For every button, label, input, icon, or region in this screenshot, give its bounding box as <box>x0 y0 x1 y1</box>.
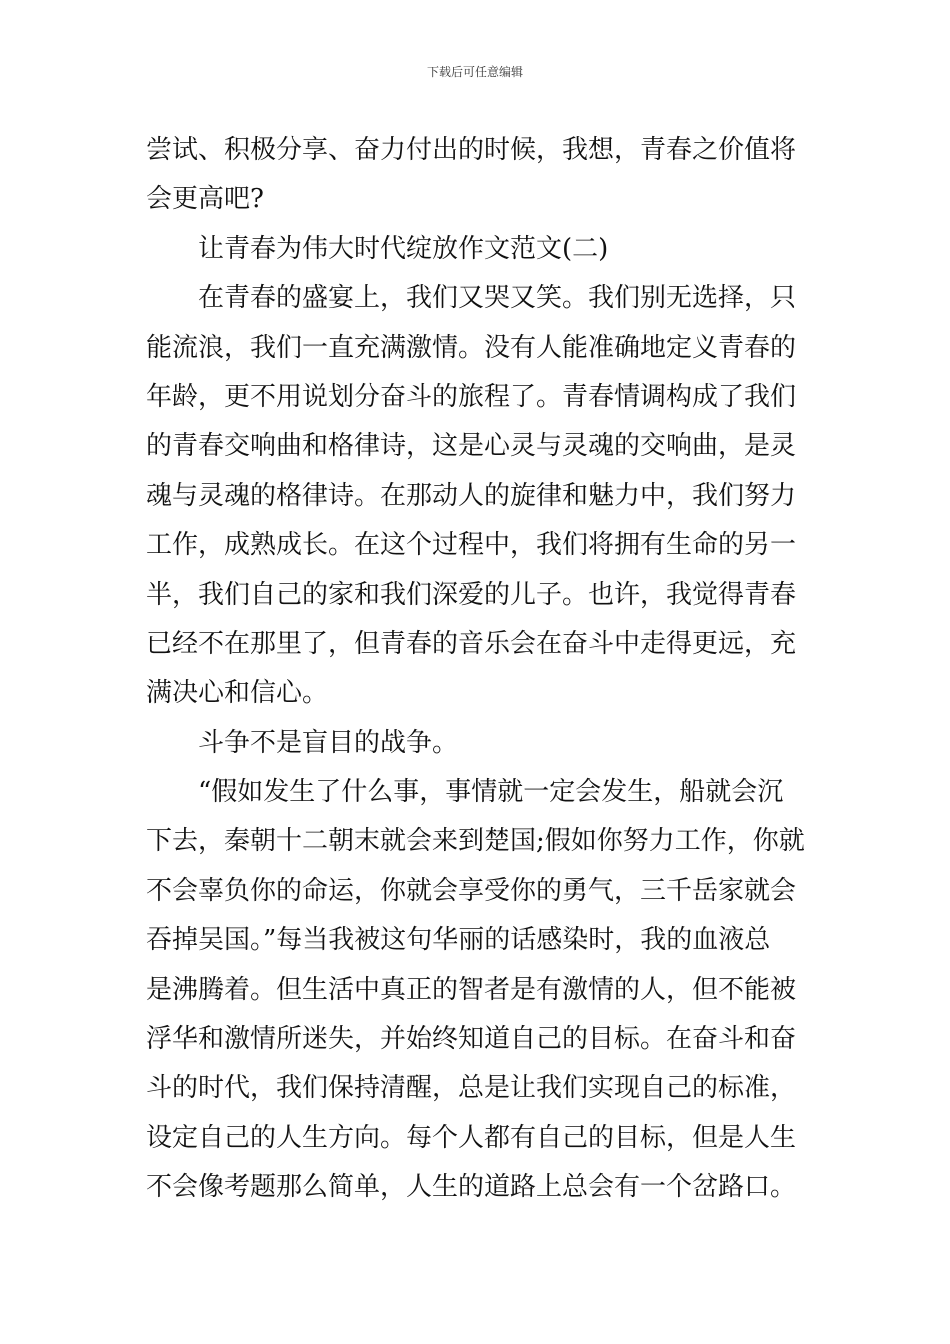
text-line: 工作，成熟成长。在这个过程中，我们将拥有生命的另一 <box>146 530 797 561</box>
text-line: 斗的时代，我们保持清醒，总是让我们实现自己的标准， <box>146 1073 797 1104</box>
text-line: 会更高吧? <box>146 184 264 215</box>
text-line: 吞掉吴国。”每当我被这句华丽的话感染时，我的血液总 <box>146 925 771 956</box>
text-line: 斗争不是盲目的战争。 <box>198 727 459 758</box>
text-line: 已经不在那里了，但青春的音乐会在奋斗中走得更远，充 <box>146 628 797 659</box>
text-line: 不会像考题那么简单，人生的道路上总会有一个岔路口。 <box>146 1172 797 1203</box>
document-body <box>146 126 810 1213</box>
text-line: “假如发生了什么事，事情就一定会发生，船就会沉 <box>198 777 784 808</box>
text-line: 魂与灵魂的格律诗。在那动人的旋律和魅力中，我们努力 <box>146 480 797 511</box>
text-line: 是沸腾着。但生活中真正的智者是有激情的人，但不能被 <box>146 974 797 1005</box>
text-line: 的青春交响曲和格律诗，这是心灵与灵魂的交响曲，是灵 <box>146 431 797 462</box>
text-line: 在青春的盛宴上，我们又哭又笑。我们别无选择，只 <box>198 283 797 314</box>
text-line: 设定自己的人生方向。每个人都有自己的目标，但是人生 <box>146 1122 797 1153</box>
text-line: 尝试、积极分享、奋力付出的时候，我想，青春之价值将 <box>146 135 797 165</box>
text-line: 下去，秦朝十二朝末就会来到楚国;假如你努力工作，你就 <box>146 826 805 857</box>
text-line: 年龄，更不用说划分奋斗的旅程了。青春情调构成了我们 <box>146 381 797 412</box>
page-header: 下载后可任意编辑 <box>426 65 523 79</box>
section-title: 让青春为伟大时代绽放作文范文(二) <box>198 233 609 264</box>
text-line: 半，我们自己的家和我们深爱的儿子。也许，我觉得青春 <box>146 579 797 610</box>
text-line: 满决心和信心。 <box>146 678 329 709</box>
text-line: 能流浪，我们一直充满激情。没有人能准确地定义青春的 <box>146 332 797 363</box>
text-line: 浮华和激情所迷失，并始终知道自己的目标。在奋斗和奋 <box>146 1024 797 1055</box>
text-line: 不会辜负你的命运，你就会享受你的勇气，三千岳家就会 <box>146 875 797 906</box>
